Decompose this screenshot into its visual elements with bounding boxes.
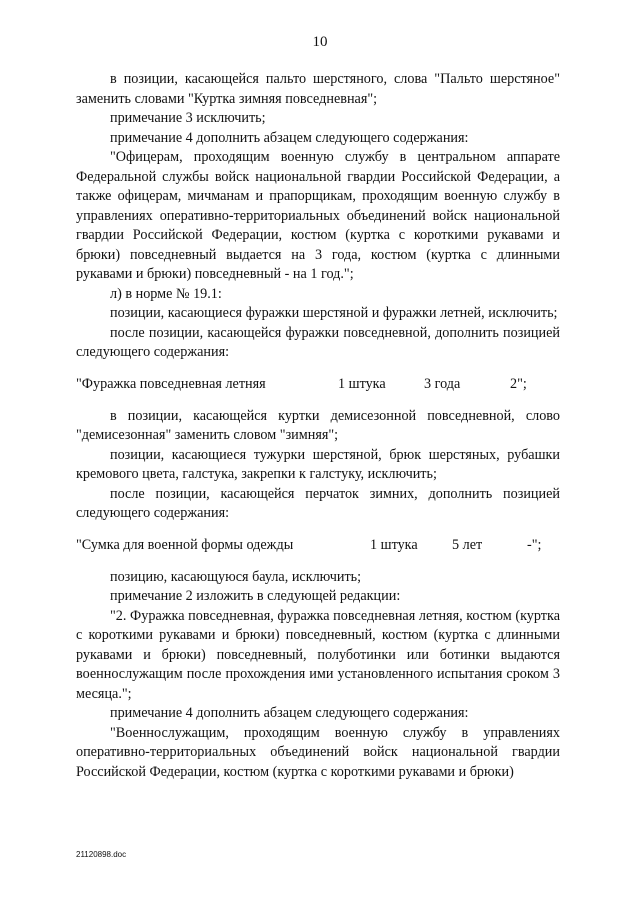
paragraph: примечание 2 изложить в следующей редакции: bbox=[110, 588, 401, 604]
item-quantity: 1 штука bbox=[338, 375, 386, 392]
item-category: -"; bbox=[527, 536, 542, 553]
paragraph: примечание 4 дополнить абзацем следующего содержания: bbox=[110, 129, 469, 146]
item-category: 2"; bbox=[510, 375, 527, 392]
item-name: "Сумка для военной формы одежды bbox=[76, 536, 294, 553]
paragraph: "Военнослужащим, проходящим военную службу в управлениях оперативно-территориальных объединений войск национальной гвардии Российской Федерации, костюм (куртка с короткими рукавами и брюки) bbox=[76, 724, 560, 780]
item-name: "Фуражка повседневная летняя bbox=[76, 375, 266, 392]
page-number: 10 bbox=[312, 34, 328, 50]
paragraph: примечание 3 исключить; bbox=[110, 110, 266, 126]
paragraph: "2. Фуражка повседневная, фуражка повседневная летняя, костюм (куртка с короткими рукавами и брюки) повседневный, костюм (куртка с длинными рукавами и брюки) повседневный, полуботинки или ботинки выдаются военнослужащим после прохождения ими установленного испытания сроком 3 месяца."; bbox=[76, 607, 560, 702]
paragraph: позицию, касающуюся баула, исключить; bbox=[110, 568, 362, 585]
file-name-footer: 21120898.doc bbox=[76, 850, 127, 859]
paragraph: позиции, касающиеся фуражки шерстяной и фуражки летней, исключить; bbox=[110, 305, 558, 321]
paragraph: позиции, касающиеся тужурки шерстяной, брюк шерстяных, рубашки кремового цвета, галстука, закрепки к галстуку, исключить; bbox=[76, 446, 560, 482]
paragraph: после позиции, касающейся перчаток зимних, дополнить позицией следующего содержания: bbox=[76, 485, 560, 521]
norm-position-row bbox=[76, 375, 560, 395]
paragraph: л) в норме № 19.1: bbox=[110, 285, 222, 302]
document-body bbox=[76, 70, 560, 782]
paragraph: после позиции, касающейся фуражки повседневной, дополнить позицией следующего содержания: bbox=[76, 324, 560, 360]
paragraph: примечание 4 дополнить абзацем следующего содержания: bbox=[110, 705, 469, 721]
item-term: 3 года bbox=[424, 375, 461, 392]
paragraph: в позиции, касающейся куртки демисезонной повседневной, слово "демисезонная" заменить словом "зимняя"; bbox=[76, 407, 560, 443]
item-term: 5 лет bbox=[452, 536, 483, 553]
paragraph: в позиции, касающейся пальто шерстяного, слова "Пальто шерстяное" заменить словами "Куртка зимняя повседневная"; bbox=[76, 71, 560, 107]
paragraph: "Офицерам, проходящим военную службу в центральном аппарате Федеральной службы войск национальной гвардии Российской Федерации, а также офицерам, мичманам и прапорщикам, проходящим военную службу в управлениях оперативно-территориальных объединений войск национальной гвардии Российской Федерации, костюм (куртка с короткими рукавами и брюки) повседневный выдается на 3 года, костюм (куртка с длинными рукавами и брюки) повседневный - на 1 год."; bbox=[76, 149, 560, 282]
norm-position-row bbox=[76, 536, 560, 556]
item-quantity: 1 штука bbox=[370, 536, 418, 553]
